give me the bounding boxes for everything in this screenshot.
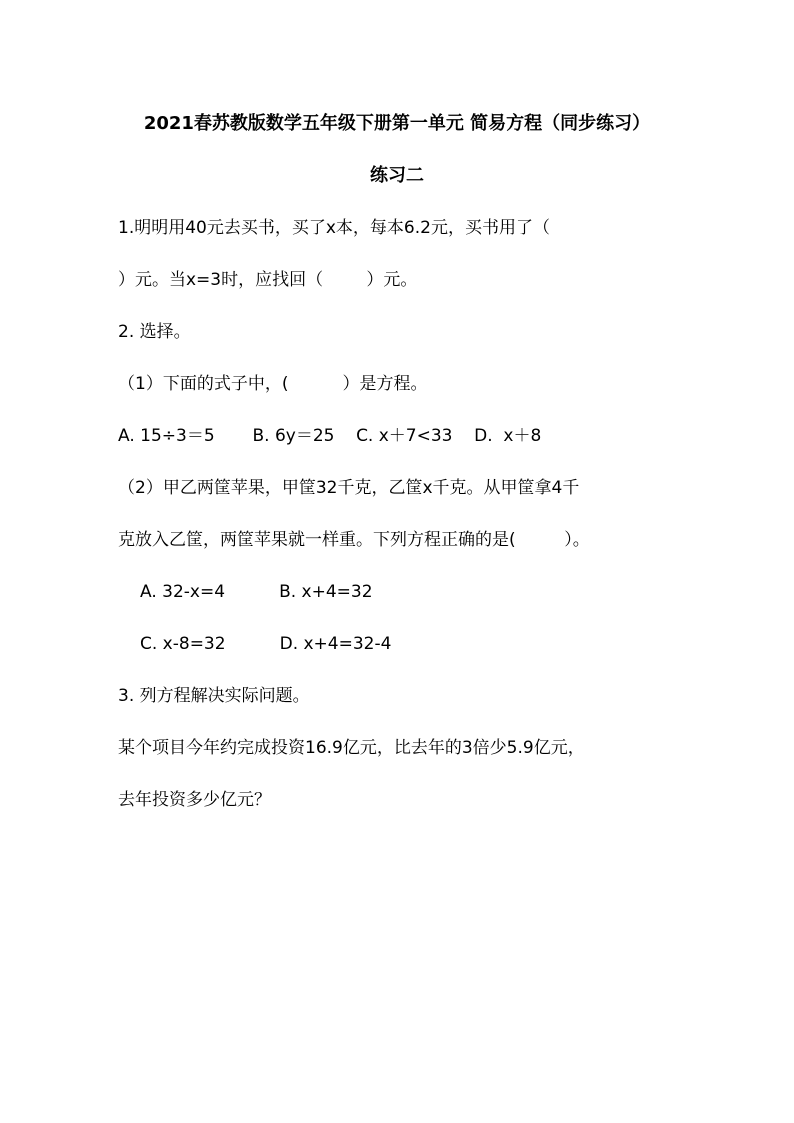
question-1-line-2: ）元。当x=3时，应找回（ ）元。	[118, 270, 418, 290]
question-2-2-stem-line-2: 克放入乙筐，两筐苹果就一样重。下列方程正确的是( ）。	[118, 530, 590, 550]
question-2-2-options-row-2: C. x-8=32 D. x+4=32-4	[140, 634, 392, 654]
question-1-line-1: 1.明明用40元去买书，买了x本，每本6.2元，买书用了（	[118, 218, 550, 238]
question-2-1-stem: （1）下面的式子中，( ）是方程。	[118, 374, 428, 394]
question-2-2-stem-line-1: （2）甲乙两筐苹果，甲筐32千克，乙筐x千克。从甲筐拿4千	[118, 478, 580, 498]
question-2-2-options-row-1: A. 32-x=4 B. x+4=32	[140, 582, 373, 602]
question-3-line-1: 某个项目今年约完成投资16.9亿元，比去年的3倍少5.9亿元，	[118, 738, 585, 758]
document-subtitle: 练习二	[370, 165, 424, 186]
question-3-line-2: 去年投资多少亿元？	[118, 790, 271, 810]
question-2-header: 2. 选择。	[118, 322, 191, 342]
document-title: 2021春苏教版数学五年级下册第一单元 简易方程（同步练习）	[143, 113, 651, 134]
question-2-1-options: A. 15÷3＝5 B. 6y＝25 C. x＋7<33 D. x＋8	[118, 426, 542, 446]
question-3-header: 3. 列方程解决实际问题。	[118, 686, 310, 706]
